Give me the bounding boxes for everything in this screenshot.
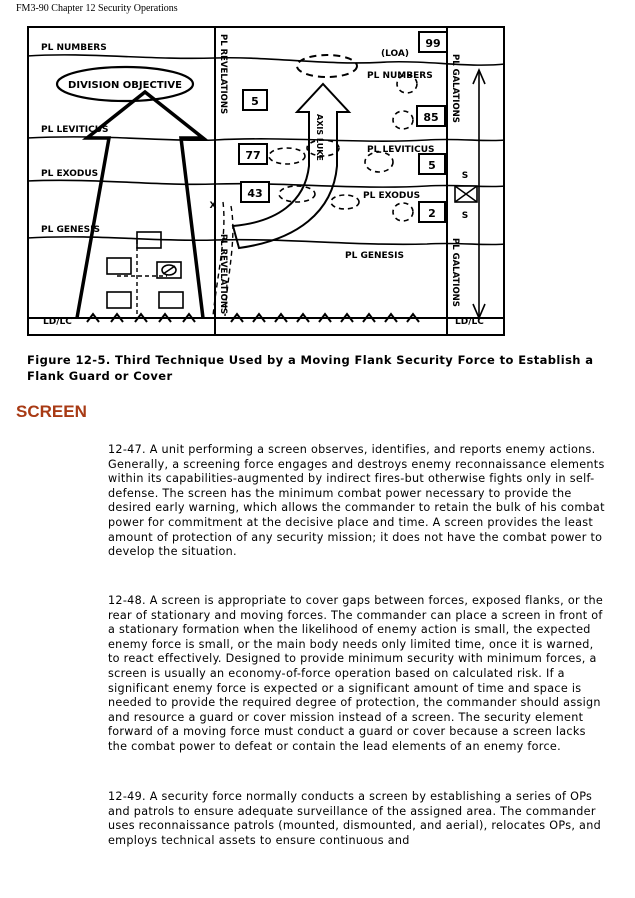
pl-numbers-right-label: PL NUMBERS (367, 71, 433, 81)
s-label-top: S (461, 171, 469, 181)
x-mark-label: X (209, 201, 217, 211)
figure-diagram (27, 26, 505, 336)
op-box-77-label: 77 (245, 149, 261, 162)
pl-genesis-right-label: PL GENESIS (345, 251, 404, 261)
unit-symbol (107, 258, 131, 274)
unit-symbol (159, 292, 183, 308)
op-box-2 (419, 202, 445, 222)
op-box-85 (417, 106, 445, 126)
pl-galations-top-label: PL GALATIONS (450, 54, 460, 123)
op-box-85-label: 85 (423, 111, 439, 124)
figure-caption: Figure 12-5. Third Technique Used by a Moving Flank Security Force to Establish a Flank Guard or Cover (27, 353, 594, 383)
s-label-bottom: S (461, 211, 469, 221)
ld-lc-left-label: LD/LC (43, 317, 72, 327)
paragraph-12-48: 12-48. A screen is appropriate to cover gaps between forces, exposed flanks, or the rear of stationary and moving forces. The commander can place a screen in front of a stationary formation when the likelihood of enemy action is small, the expected enemy force is small, or the main body needs only limited time, once it is warned, to react effectively. Designed to provide minimum security with minimum forces, a screen is usually an economy-of-force operation based on calculated risk. If a significant enemy force is expected or a significant amount of time and space is needed to provide the required degree of protection, the commander should assign and resource a guard or cover mission instead of a screen. The security element forward of a moving force must conduct a guard or cover because a screen lacks the combat power to defeat or contain the lead elements of an enemy force. (108, 594, 604, 753)
phase-line-numbers (27, 55, 505, 65)
division-objective-label: DIVISION OBJECTIVE (68, 80, 182, 91)
op-box-2-label: 2 (428, 207, 436, 220)
pl-revelations-bottom-label: PL REVELATIONS (218, 234, 228, 315)
op-box-99 (419, 32, 447, 52)
paragraph-12-49: 12-49. A security force normally conducts a screen by establishing a series of OPs and patrols to ensure adequate surveillance of the assigned area. The commander uses reconnaissance patrols (mounted, dismounted, and aerial), relocates OPs, and employs technical assets to ensure continuous and (108, 790, 601, 847)
patrol-oval (331, 195, 359, 209)
op-box-5-left (243, 90, 267, 110)
op-box-43 (241, 182, 269, 202)
loa-label: (LOA) (381, 49, 410, 59)
pl-leviticus-right-label: PL LEVITICUS (367, 145, 435, 155)
pl-genesis-left-label: PL GENESIS (41, 225, 100, 235)
op-box-43-label: 43 (247, 187, 263, 200)
pl-revelations-top-label: PL REVELATIONS (218, 34, 228, 115)
patrol-oval (269, 148, 305, 164)
pl-galations-bottom-label: PL GALATIONS (450, 238, 460, 307)
op-box-5-left-label: 5 (251, 95, 259, 108)
pl-numbers-left-label: PL NUMBERS (41, 43, 107, 53)
patrol-oval (279, 186, 315, 202)
op-box-99-label: 99 (425, 37, 441, 50)
patrol-oval (393, 203, 413, 221)
pl-exodus-left-label: PL EXODUS (41, 169, 99, 179)
page-header: FM3-90 Chapter 12 Security Operations (16, 3, 178, 14)
ld-lc-right-label: LD/LC (455, 317, 484, 327)
axis-luke-label: AXIS LUKE (315, 114, 324, 161)
pl-exodus-right-label: PL EXODUS (363, 191, 421, 201)
op-box-5-right (419, 154, 445, 174)
patrol-oval (393, 111, 413, 129)
section-heading: SCREEN (16, 402, 87, 421)
op-box-5-right-label: 5 (428, 159, 436, 172)
unit-symbol (107, 292, 131, 308)
objective-ellipse-dashed (297, 55, 357, 77)
patrol-oval (365, 152, 393, 172)
pl-leviticus-left-label: PL LEVITICUS (41, 125, 109, 135)
op-box-77 (239, 144, 267, 164)
paragraph-12-47: 12-47. A unit performing a screen observes, identifies, and reports enemy actions. Generally, a screening force engages and destroys enemy reconnaissance elements within its capabilities-augmented by indirect fires-but otherwise fights only in self-defense. The screen has the minimum combat power necessary to provide the desired early warning, which allows the commander to retain the bulk of his combat power for commitment at the decisive place and time. A screen provides the least amount of protection of any security mission; it does not have the combat power to develop the situation. (108, 443, 605, 559)
